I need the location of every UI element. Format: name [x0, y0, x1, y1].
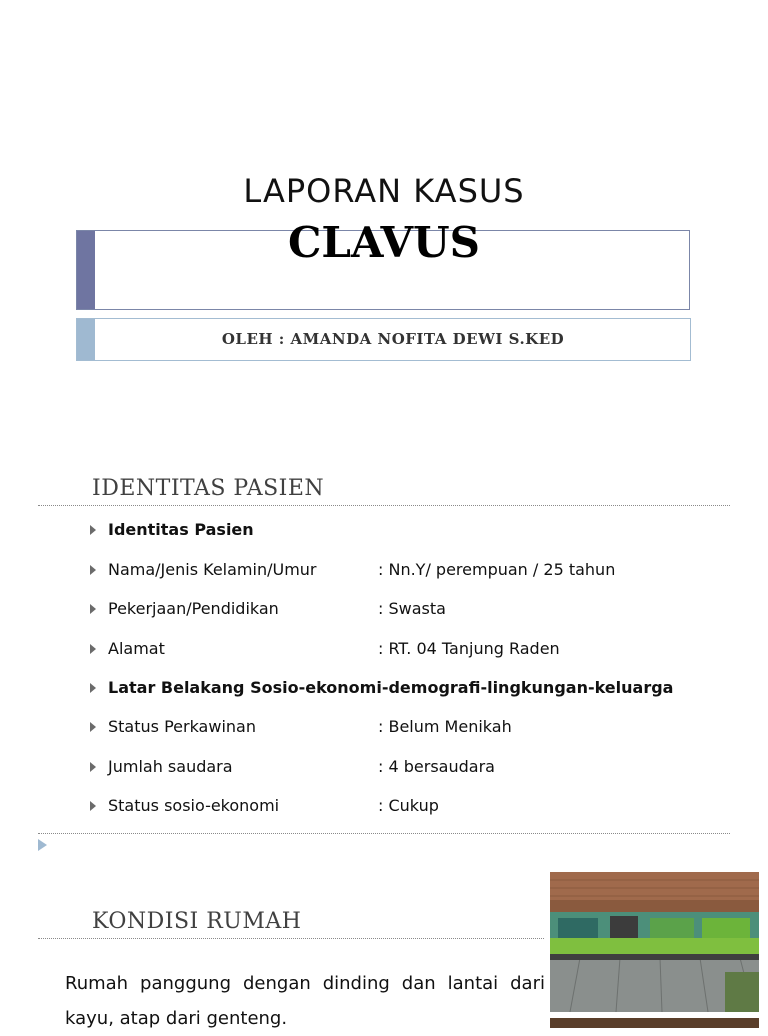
list-item [90, 717, 730, 739]
item-label: Nama/Jenis Kelamin/Umur [108, 560, 317, 579]
item-label: Status sosio-ekonomi [108, 796, 280, 815]
list-item [90, 599, 730, 621]
bullet-arrow-icon [90, 762, 96, 772]
bullet-arrow-icon [90, 604, 96, 614]
list-item [90, 796, 730, 818]
author-line: OLEH : AMANDA NOFITA DEWI S.KED [221, 330, 565, 348]
item-label: Pekerjaan/Pendidikan [108, 599, 279, 618]
bullet-arrow-icon [90, 644, 96, 654]
list-item [90, 639, 730, 661]
item-label: Latar Belakang Sosio-ekonomi-demografi-lingkungan-keluarga [108, 678, 674, 697]
item-value: : Swasta [378, 599, 446, 618]
second-photo-edge [550, 1018, 759, 1028]
list-item [90, 757, 730, 779]
bullet-arrow-icon [90, 525, 96, 535]
patient-identity-heading: IDENTITAS PASIEN [92, 476, 325, 501]
list-item [90, 678, 730, 700]
bullet-arrow-icon [90, 683, 96, 693]
item-value: : 4 bersaudara [378, 757, 495, 776]
house-photo [550, 872, 759, 1012]
item-label: Jumlah saudara [108, 757, 233, 776]
bullet-arrow-icon [90, 565, 96, 575]
heading-divider [38, 938, 544, 939]
item-label: Status Perkawinan [108, 717, 256, 736]
item-label: Alamat [108, 639, 165, 658]
bullet-arrow-icon [90, 722, 96, 732]
item-value: : Belum Menikah [378, 717, 512, 736]
item-label: Identitas Pasien [108, 520, 254, 539]
item-value: : Nn.Y/ perempuan / 25 tahun [378, 560, 616, 579]
item-value: : RT. 04 Tanjung Raden [378, 639, 560, 658]
case-title: CLAVUS [287, 218, 481, 267]
house-condition-heading: KONDISI RUMAH [92, 909, 302, 934]
item-value: : Cukup [378, 796, 439, 815]
heading-divider [38, 505, 730, 506]
slide-marker-arrow-icon [38, 839, 47, 851]
bullet-arrow-icon [90, 801, 96, 811]
house-description: Rumah panggung dengan dinding dan lantai dari kayu, atap dari genteng. [65, 973, 545, 1029]
list-item [90, 560, 730, 582]
footer-divider [38, 833, 730, 834]
report-type-title: LAPORAN KASUS [243, 172, 525, 210]
list-item [90, 520, 730, 542]
